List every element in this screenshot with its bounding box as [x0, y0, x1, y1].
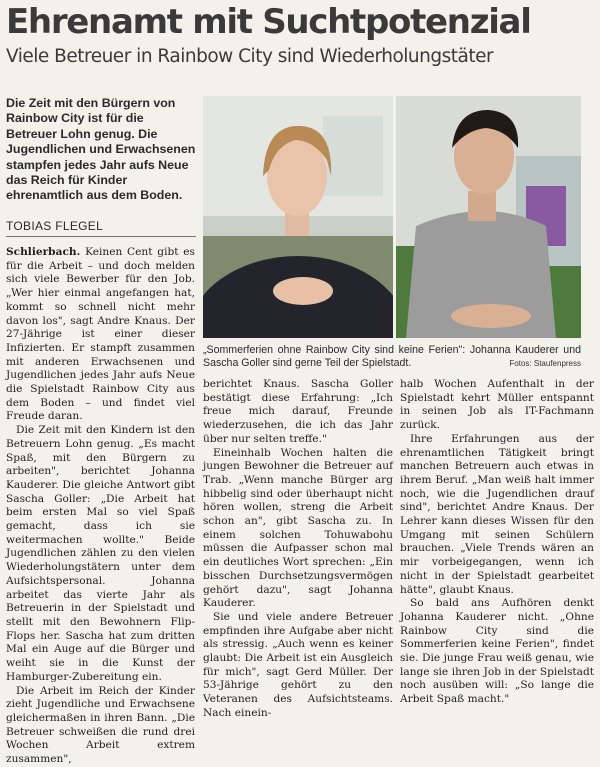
paragraph: So bald ans Aufhören denkt Johanna Kauderer nicht. „Ohne Rainbow City sind die Sommerferien keine Ferien", findet sie. Die junge Frau weiß genau, wie lange sie ihren Job in der Spielstadt noch ausüben will: „So lange die Arbeit Spaß macht." — [400, 597, 594, 706]
article-column-1 — [6, 246, 195, 767]
paragraph: Ihre Erfahrungen aus der ehrenamtlichen Tätigkeit bringt manchen Betreuern auch etwas in ihrem Beruf. „Man weiß halt immer noch, wie die Jugendlichen drauf sind", berichtet Andre Knaus. Der Lehrer kann dieses Wissen für den Umgang mit seinen Schülern brauchen. „Viele Trends wären an mir vorbeigegangen, wenn ich nicht in der Spielstadt gearbeitet hätte", glaubt Knaus. — [400, 432, 594, 596]
photo-sascha-goller — [396, 96, 581, 338]
lead-paragraph: Die Zeit mit den Bürgern von Rainbow City ist für die Betreuer Lohn genug. Die Jugendlichen und Erwachsenen stampfen jedes Jahr aufs Neue das Reich für Kinder ehrenamtlich aus dem Boden. — [6, 96, 196, 203]
subheadline: Viele Betreuer in Rainbow City sind Wiederholungstäter — [6, 46, 494, 67]
paragraph: Eineinhalb Wochen halten die jungen Bewohner die Betreuer auf Trab. „Wenn manche Bürger arg hibbelig sind oder überhaupt nicht hören wollen, streng die Arbeit schon an", gibt Sascha zu. In einem solchen Tohuwabohu müssen die Aufpasser schon mal ein deutliches Wort sprechen: „Ein bisschen Durchsetzungsvermögen gehört dazu", sagt Johanna Kauderer. — [203, 446, 393, 610]
paragraph-text: Keinen Cent gibt es für die Arbeit – und doch melden sich viele Bewerber für den Job. „Wer hier einmal angefangen hat, kommt so schnell nicht mehr davon los", sagt Andre Knaus. Der 27-Jährige ist einer dieser Infizierten. Er stampft zusammen mit anderen Erwachsenen und Jugendlichen jedes Jahr aufs Neue die Spielstadt Rainbow City aus dem Boden – und findet viel Freude daran. — [6, 246, 195, 423]
photo-johanna-kauderer — [203, 96, 393, 338]
photo-caption: „Sommerferien ohne Rainbow City sind keine Ferien": Johanna Kauderer und Sascha Goller sind gerne Teil der Spielstadt. — [203, 344, 581, 369]
paragraph: berichtet Knaus. Sascha Goller bestätigt diese Erfahrung: „Ich freue mich darauf, Freunde wiederzusehen, die ich das Jahr über nur selten treffe." — [203, 378, 393, 445]
article-column-2 — [203, 378, 393, 721]
paragraph: halb Wochen Aufenthalt in der Spielstadt kehrt Müller entspannt in seinen Job als IT-Fachmann zurück. — [400, 378, 594, 432]
dateline: Schlierbach. — [6, 246, 81, 258]
photo-credit: Fotos: Staufenpress — [509, 359, 581, 368]
headline: Ehrenamt mit Suchtpotenzial — [6, 2, 531, 42]
byline: TOBIAS FLEGEL — [6, 219, 196, 237]
paragraph — [6, 246, 195, 424]
article-column-3 — [400, 378, 594, 707]
paragraph: Die Zeit mit den Kindern ist den Betreuern Lohn genug. „Es macht Spaß, mit den Bürgern zu arbeiten", berichtet Johanna Kauderer. Die gleiche Antwort gibt Sascha Goller: „Die Arbeit hat beim ersten Mal so viel Spaß gemacht, dass ich sie weitermachen wollte." Beide Jugendlichen zählen zu den vielen Wiederholungstätern unter dem Aufsichtspersonal. Johanna arbeitet das vierte Jahr als Betreuerin in der Spielstadt und stellt mit den Bewohnern Flip-Flops her. Sascha hat zum dritten Mal ein Auge auf die Bürger und weiht sie in die Kunst der Hamburger-Zubereitung ein. — [6, 424, 195, 683]
paragraph: Sie und viele andere Betreuer empfinden ihre Aufgabe aber nicht als stressig. „Auch wenn es keiner glaubt: Die Arbeit ist ein Ausgleich für mich", sagt Gerd Müller. Der 53-Jährige gehört zu den Veteranen des Aufsichtsteams. Nach einein- — [203, 610, 393, 719]
paragraph: Die Arbeit im Reich der Kinder zieht Jugendliche und Erwachsene gleichermaßen in ihren Bann. „Die Betreuer schweißen die rund drei Wochen Arbeit extrem zusammen", — [6, 684, 195, 766]
